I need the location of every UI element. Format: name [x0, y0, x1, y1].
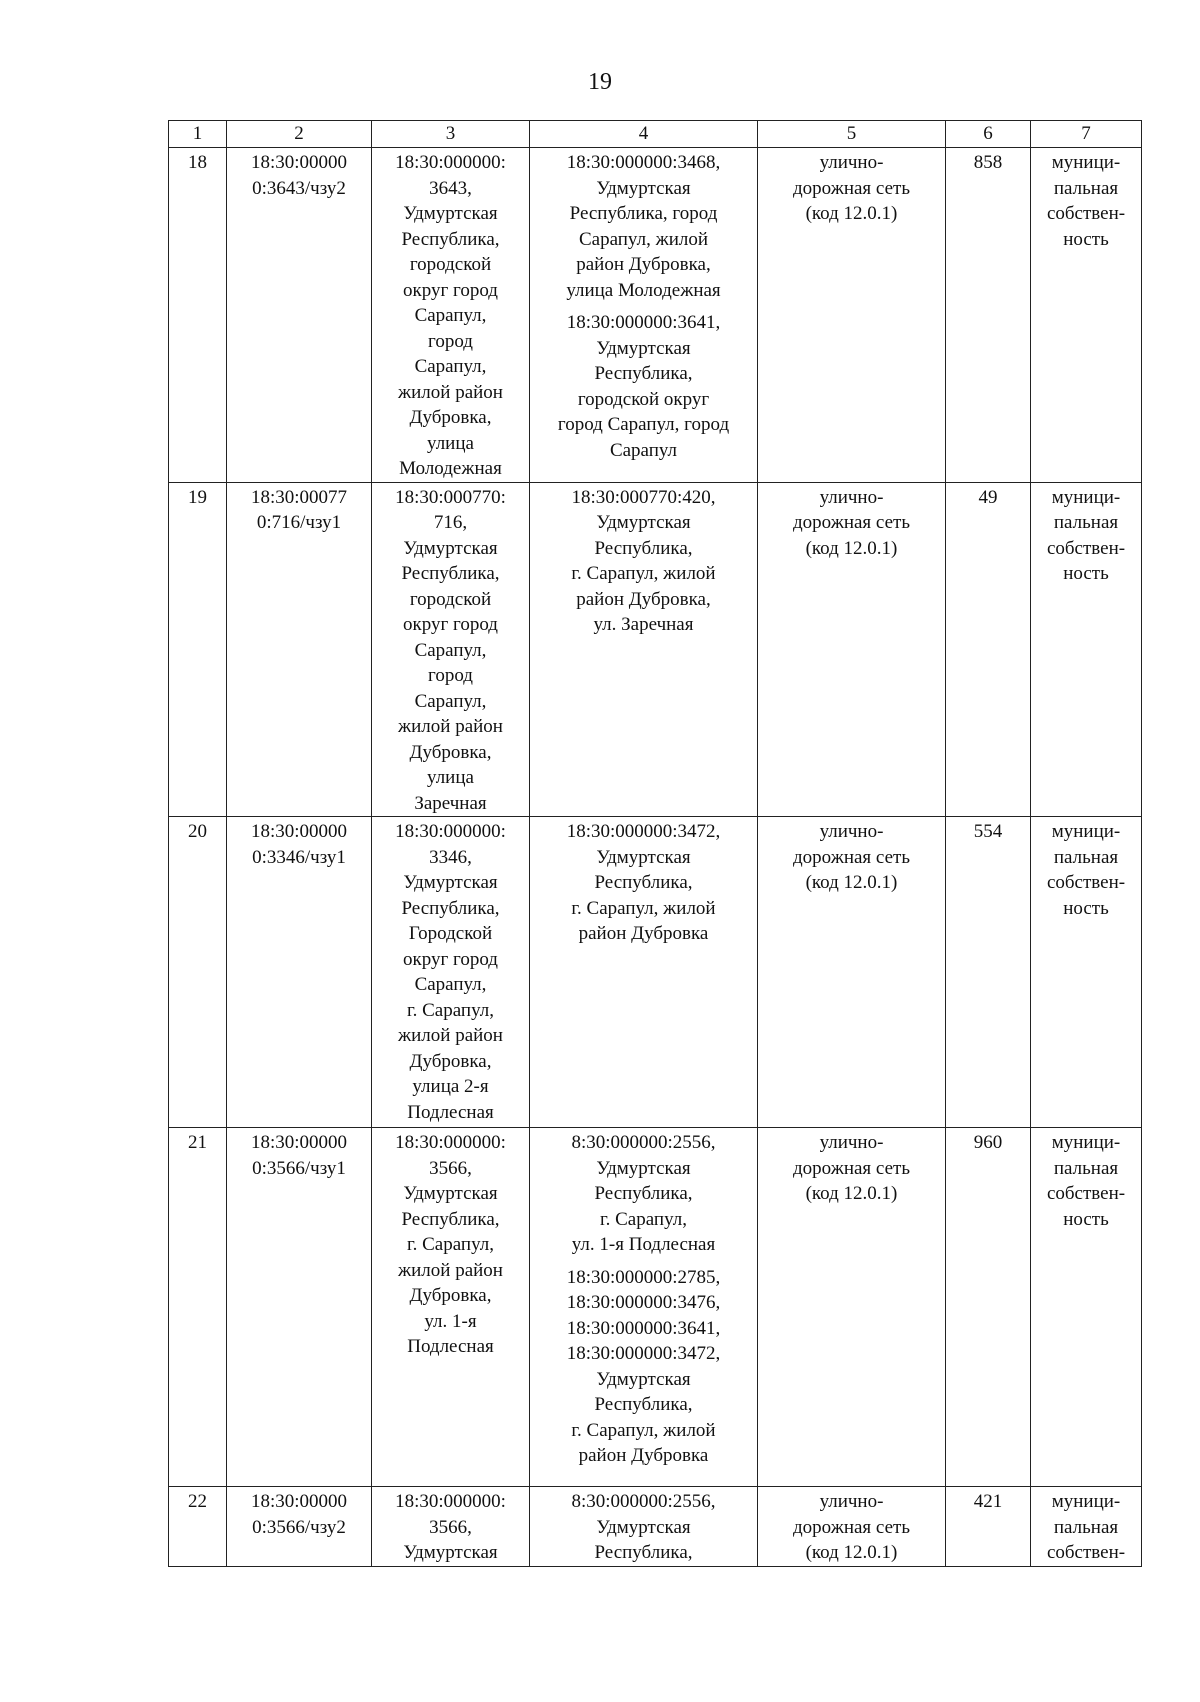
- parcel-line: район Дубровка: [578, 1445, 709, 1466]
- address-line: ул. 1-я: [424, 1310, 477, 1332]
- parcel-line: Сарапул, жилой: [578, 228, 709, 250]
- table-row: [169, 1487, 1142, 1567]
- parcel-block: [534, 1265, 753, 1469]
- parcel-line: Удмуртская: [596, 1157, 691, 1179]
- area-cell: 421: [946, 1487, 1031, 1567]
- table-row: [169, 482, 1142, 817]
- table-row: [169, 817, 1142, 1128]
- ownership-line: ность: [1063, 897, 1109, 919]
- address-line: Дубровка,: [409, 1050, 492, 1072]
- address-line: 18:30:000770:: [395, 486, 506, 508]
- parcel-line: Республика,: [594, 1183, 693, 1204]
- address-line: жилой район: [398, 1259, 503, 1281]
- ownership-line: ность: [1063, 228, 1109, 250]
- parcels-cell: [530, 817, 758, 1128]
- parcel-line: город Сарапул, город: [557, 414, 730, 435]
- ownership-line: собствен-: [1046, 1183, 1126, 1204]
- parcel-line: г. Сарапул, жилой: [571, 563, 716, 584]
- ownership-cell: [1031, 1128, 1142, 1487]
- parcel-line: район Дубровка,: [576, 254, 711, 275]
- parcel-line: г. Сарапул, жилой: [571, 897, 716, 919]
- address-line: округ город: [403, 614, 498, 635]
- address-cell: [372, 148, 530, 483]
- ownership-line: собствен-: [1046, 203, 1126, 224]
- parcel-line: Республика,: [594, 1394, 693, 1415]
- parcel-line: 18:30:000770:420,: [571, 486, 716, 508]
- parcel-line: 8:30:000000:2556,: [571, 1132, 716, 1153]
- address-line: Сарапул,: [414, 305, 487, 326]
- parcel-line: улица Молодежная: [566, 279, 721, 301]
- address-line: округ город: [403, 948, 498, 970]
- ownership-line: муници-: [1051, 152, 1121, 173]
- parcel-line: 18:30:000000:3468,: [566, 152, 721, 173]
- address-cell: [372, 1487, 530, 1567]
- address-line: 3566,: [429, 1516, 472, 1538]
- land-use-line: улично-: [819, 1132, 884, 1153]
- zone-code-line: 18:30:00000: [250, 1491, 348, 1512]
- land-use-line: дорожная сеть: [793, 1516, 910, 1538]
- column-number-header: 7: [1031, 121, 1142, 148]
- address-line: Сарапул,: [414, 974, 487, 995]
- address-line: городской: [409, 588, 492, 610]
- parcel-line: ул. 1-я Подлесная: [571, 1234, 716, 1255]
- parcels-cell: [530, 1487, 758, 1567]
- zone-code-cell: [227, 817, 372, 1128]
- ownership-line: собствен-: [1046, 537, 1126, 559]
- parcel-line: ул. Заречная: [593, 614, 694, 635]
- address-line: 716,: [433, 512, 468, 533]
- address-line: улица: [427, 767, 474, 788]
- parcel-line: г. Сарапул,: [599, 1208, 687, 1230]
- address-line: Подлесная: [407, 1101, 494, 1123]
- ownership-line: муници-: [1051, 821, 1121, 842]
- land-plots-table: [168, 120, 1142, 1567]
- ownership-line: пальная: [1053, 846, 1119, 868]
- ownership-line: муници-: [1051, 1491, 1121, 1512]
- parcel-line: Удмуртская: [596, 512, 691, 533]
- parcel-line: Удмуртская: [596, 846, 691, 868]
- address-line: Республика,: [401, 1208, 500, 1230]
- parcel-line: г. Сарапул, жилой: [571, 1419, 716, 1441]
- parcels-cell: [530, 482, 758, 817]
- address-line: город: [428, 665, 473, 686]
- table-row: [169, 148, 1142, 483]
- land-use-line: дорожная сеть: [793, 512, 910, 533]
- land-use-line: (код 12.0.1): [805, 203, 898, 224]
- zone-code-line: 18:30:00077: [250, 486, 348, 508]
- address-line: Дубровка,: [409, 407, 492, 428]
- area-cell: 49: [946, 482, 1031, 817]
- zone-code-cell: [227, 1487, 372, 1567]
- land-use-cell: [758, 1128, 946, 1487]
- ownership-cell: [1031, 1487, 1142, 1567]
- address-line: 3346,: [429, 846, 472, 868]
- parcel-line: 18:30:000000:3476,: [566, 1292, 721, 1313]
- address-cell: [372, 482, 530, 817]
- land-use-line: (код 12.0.1): [805, 1183, 898, 1204]
- address-line: жилой район: [398, 1025, 503, 1046]
- parcel-line: 18:30:000000:3472,: [566, 821, 721, 842]
- address-line: Заречная: [414, 792, 487, 814]
- zone-code-line: 18:30:00000: [250, 152, 348, 173]
- address-line: г. Сарапул,: [406, 1234, 494, 1255]
- ownership-line: ность: [1063, 563, 1109, 584]
- ownership-line: собствен-: [1046, 872, 1126, 893]
- address-line: Удмуртская: [403, 203, 498, 224]
- land-use-cell: [758, 482, 946, 817]
- parcel-line: Удмуртская: [596, 177, 691, 199]
- address-line: округ город: [403, 279, 498, 301]
- column-number-header: 4: [530, 121, 758, 148]
- table-row: [169, 1128, 1142, 1487]
- column-number-header: 3: [372, 121, 530, 148]
- address-line: Республика,: [401, 897, 500, 919]
- zone-code-cell: [227, 1128, 372, 1487]
- land-use-line: дорожная сеть: [793, 846, 910, 868]
- ownership-line: муници-: [1051, 1132, 1121, 1153]
- row-number-cell: 19: [169, 482, 227, 817]
- address-line: жилой район: [398, 381, 503, 403]
- address-line: Городской: [408, 923, 493, 944]
- address-line: городской: [409, 254, 492, 275]
- parcel-line: район Дубровка: [578, 923, 709, 944]
- area-cell: 858: [946, 148, 1031, 483]
- address-line: Удмуртская: [403, 872, 498, 893]
- ownership-cell: [1031, 482, 1142, 817]
- address-line: Дубровка,: [409, 1285, 492, 1306]
- land-use-line: (код 12.0.1): [805, 872, 898, 893]
- address-cell: [372, 1128, 530, 1487]
- parcel-line: 18:30:000000:3641,: [566, 312, 721, 333]
- land-use-line: улично-: [819, 486, 884, 508]
- row-number-cell: 22: [169, 1487, 227, 1567]
- column-number-header: 2: [227, 121, 372, 148]
- address-line: улица 2-я: [412, 1076, 489, 1097]
- address-line: Подлесная: [407, 1336, 494, 1357]
- ownership-line: муници-: [1051, 486, 1121, 508]
- address-line: Сарапул,: [414, 639, 487, 661]
- address-line: 3566,: [429, 1157, 472, 1179]
- address-line: 18:30:000000:: [395, 152, 506, 173]
- parcels-cell: [530, 1128, 758, 1487]
- land-use-cell: [758, 148, 946, 483]
- land-use-line: (код 12.0.1): [805, 537, 898, 559]
- address-line: Дубровка,: [409, 741, 492, 763]
- address-line: 3643,: [429, 177, 472, 199]
- zone-code-line: 0:3566/чзу1: [252, 1157, 346, 1179]
- land-use-cell: [758, 817, 946, 1128]
- table-header: [169, 121, 1142, 148]
- parcel-line: Республика,: [594, 537, 693, 559]
- zone-code-line: 18:30:00000: [250, 821, 348, 842]
- zone-code-line: 0:716/чзу1: [256, 512, 342, 533]
- address-line: Удмуртская: [403, 1183, 498, 1204]
- ownership-line: пальная: [1053, 1157, 1119, 1179]
- parcel-block: [534, 150, 753, 303]
- parcels-cell: [530, 148, 758, 483]
- zone-code-cell: [227, 482, 372, 817]
- table-body: [169, 148, 1142, 1567]
- land-use-cell: [758, 1487, 946, 1567]
- parcel-line: Республика,: [594, 363, 693, 384]
- address-line: жилой район: [398, 716, 503, 737]
- land-use-line: улично-: [819, 152, 884, 173]
- ownership-cell: [1031, 817, 1142, 1128]
- parcel-line: 18:30:000000:3641,: [566, 1317, 721, 1339]
- parcel-block: [534, 310, 753, 463]
- ownership-line: пальная: [1053, 1516, 1119, 1538]
- address-cell: [372, 817, 530, 1128]
- land-use-line: улично-: [819, 821, 884, 842]
- ownership-line: пальная: [1053, 512, 1119, 533]
- area-cell: 554: [946, 817, 1031, 1128]
- parcel-line: городской округ: [577, 388, 710, 410]
- land-use-line: дорожная сеть: [793, 1157, 910, 1179]
- parcel-line: Удмуртская: [596, 337, 691, 359]
- page-number: 19: [588, 69, 612, 95]
- address-line: Сарапул,: [414, 690, 487, 712]
- parcel-line: Сарапул: [609, 439, 678, 461]
- address-line: город: [428, 330, 473, 352]
- address-line: Удмуртская: [403, 1542, 498, 1563]
- address-line: 18:30:000000:: [395, 1132, 506, 1153]
- parcel-line: Республика, город: [569, 203, 718, 224]
- area-cell: 960: [946, 1128, 1031, 1487]
- parcel-block: [534, 1489, 753, 1566]
- ownership-line: пальная: [1053, 177, 1119, 199]
- ownership-line: собствен-: [1046, 1542, 1126, 1563]
- parcel-block: [534, 1130, 753, 1258]
- parcel-line: Республика,: [594, 1542, 693, 1563]
- address-line: Молодежная: [399, 458, 502, 479]
- zone-code-line: 0:3643/чзу2: [252, 177, 346, 199]
- column-number-header: 6: [946, 121, 1031, 148]
- header-row: [169, 121, 1142, 148]
- column-number-header: 5: [758, 121, 946, 148]
- address-line: 18:30:000000:: [395, 821, 506, 842]
- land-use-line: дорожная сеть: [793, 177, 910, 199]
- parcel-line: Республика,: [594, 872, 693, 893]
- ownership-cell: [1031, 148, 1142, 483]
- address-line: Республика,: [401, 563, 500, 584]
- zone-code-line: 0:3346/чзу1: [252, 846, 346, 868]
- parcel-line: Удмуртская: [596, 1516, 691, 1538]
- address-line: 18:30:000000:: [395, 1491, 506, 1512]
- parcel-line: 8:30:000000:2556,: [571, 1491, 716, 1512]
- zone-code-cell: [227, 148, 372, 483]
- land-use-line: (код 12.0.1): [805, 1542, 898, 1563]
- column-number-header: 1: [169, 121, 227, 148]
- ownership-line: ность: [1063, 1208, 1109, 1230]
- zone-code-line: 18:30:00000: [250, 1132, 348, 1153]
- parcel-line: Удмуртская: [596, 1368, 691, 1390]
- parcel-line: район Дубровка,: [576, 588, 711, 610]
- address-line: улица: [427, 432, 474, 454]
- row-number-cell: 18: [169, 148, 227, 483]
- address-line: Республика,: [401, 228, 500, 250]
- row-number-cell: 21: [169, 1128, 227, 1487]
- zone-code-line: 0:3566/чзу2: [252, 1516, 346, 1538]
- address-line: Сарапул,: [414, 356, 487, 377]
- parcel-block: [534, 819, 753, 947]
- parcel-line: 18:30:000000:2785,: [566, 1266, 721, 1288]
- parcel-block: [534, 485, 753, 638]
- address-line: Удмуртская: [403, 537, 498, 559]
- address-line: г. Сарапул,: [406, 999, 494, 1021]
- parcel-line: 18:30:000000:3472,: [566, 1343, 721, 1364]
- land-use-line: улично-: [819, 1491, 884, 1512]
- row-number-cell: 20: [169, 817, 227, 1128]
